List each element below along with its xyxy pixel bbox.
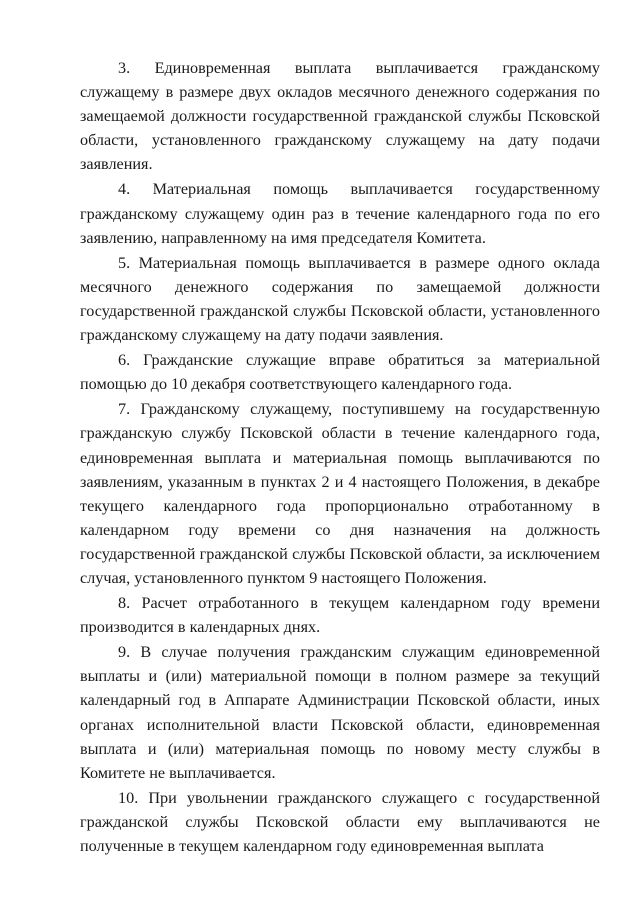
paragraph-7: 7. Гражданскому служащему, поступившему на государственную гражданскую службу Псковской области в течение календарного года, единовременная выплата и материальная помощь выплачиваются по заявлениям, указанным в пунктах 2 и 4 настоящего Положения, в декабре текущего календарного года пропорционально отработанному в календарном году времени со дня назначения на должность государственной гражданской службы Псковской области, за исключением случая, установленного пунктом 9 настоящего Положения. <box>80 400 600 587</box>
paragraph-10: 10. При увольнении гражданского служащего с государственной гражданской службы Псковской области ему выплачиваются не полученные в текущем календарном году единовременная выплата <box>80 788 600 855</box>
paragraph-9: 9. В случае получения гражданским служащим единовременной выплаты и (или) материальной помощи в полном размере за текущий календарный год в Аппарате Администрации Псковской области, иных органах исполнительной власти Псковской области, единовременная выплата и (или) материальная помощь по новому месту службы в Комитете не выплачивается. <box>80 643 600 782</box>
paragraph-3: 3. Единовременная выплата выплачивается гражданскому служащему в размере двух окладов месячного денежного содержания по замещаемой должности государственной гражданской службы Псковской области, установленного гражданскому служащему на дату подачи заявления. <box>80 59 600 174</box>
document-page <box>80 56 600 858</box>
paragraph-4: 4. Материальная помощь выплачивается государственному гражданскому служащему один раз в течение календарного года по его заявлению, направленному на имя председателя Комитета. <box>80 180 600 247</box>
paragraph-6: 6. Гражданские служащие вправе обратиться за материальной помощью до 10 декабря соответствующего календарного года. <box>80 351 600 394</box>
paragraph-5: 5. Материальная помощь выплачивается в размере одного оклада месячного денежного содержания по замещаемой должности государственной гражданской службы Псковской области, установленного гражданскому служащему на дату подачи заявления. <box>80 253 600 345</box>
paragraph-8: 8. Расчет отработанного в текущем календарном году времени производится в календарных днях. <box>80 594 600 637</box>
